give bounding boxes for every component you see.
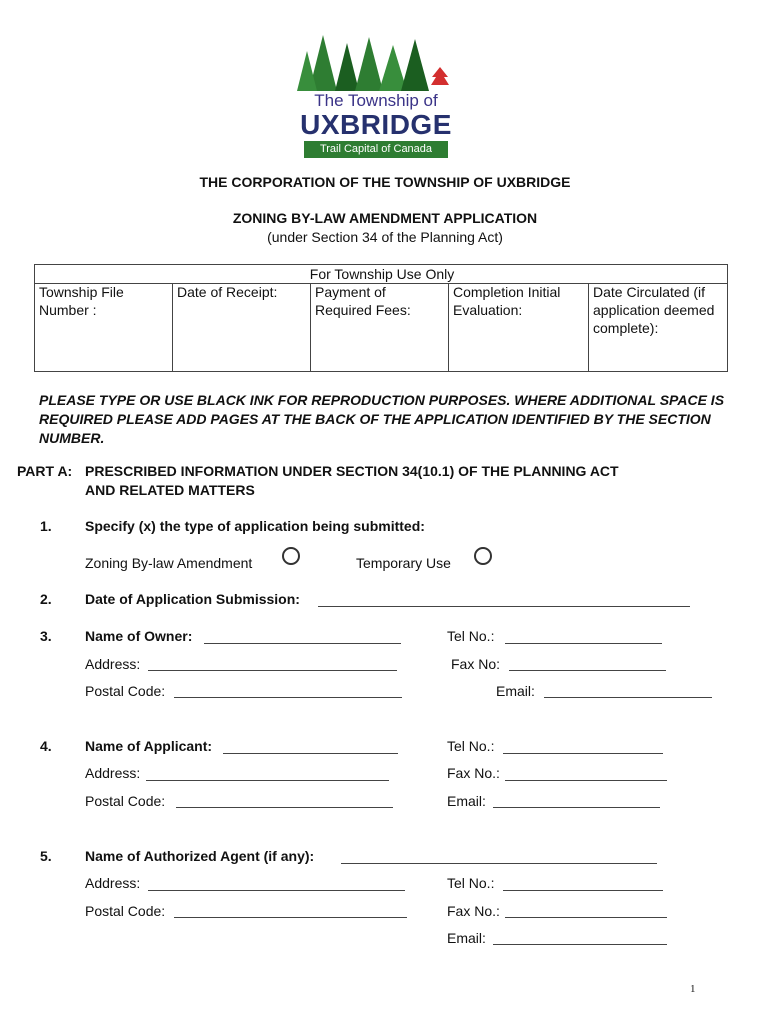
township-use-table xyxy=(34,264,728,372)
part-a-label: PART A: xyxy=(17,463,73,479)
applicant-address-label: Address: xyxy=(85,765,141,781)
col-township-file-number[interactable]: Township File Number : xyxy=(35,283,173,371)
agent-address-field[interactable] xyxy=(148,890,405,891)
agent-name-label: Name of Authorized Agent (if any): xyxy=(85,848,315,864)
owner-tel-field[interactable] xyxy=(505,643,662,644)
q2-number: 2. xyxy=(40,591,52,607)
submission-date-field[interactable] xyxy=(318,606,690,607)
owner-email-field[interactable] xyxy=(544,697,712,698)
col-date-circulated[interactable]: Date Circulated (if application deemed complete): xyxy=(593,284,715,336)
agent-name-field[interactable] xyxy=(341,863,657,864)
zoning-amendment-radio[interactable] xyxy=(282,547,300,565)
agent-postal-label: Postal Code: xyxy=(85,903,166,919)
q4-number: 4. xyxy=(40,738,52,754)
document-subtitle: (under Section 34 of the Planning Act) xyxy=(267,229,503,245)
owner-name-label: Name of Owner: xyxy=(85,628,193,644)
page-number: 1 xyxy=(690,983,696,995)
owner-email-label: Email: xyxy=(496,683,535,699)
col-payment-fees[interactable]: Payment of Required Fees: xyxy=(311,283,449,371)
agent-postal-field[interactable] xyxy=(174,917,407,918)
q5-number: 5. xyxy=(40,848,52,864)
agent-tel-label: Tel No.: xyxy=(447,875,495,891)
applicant-name-label: Name of Applicant: xyxy=(85,738,213,754)
q2-label: Date of Application Submission: xyxy=(85,591,300,607)
owner-tel-label: Tel No.: xyxy=(447,628,495,644)
applicant-fax-field[interactable] xyxy=(505,780,667,781)
agent-address-label: Address: xyxy=(85,875,141,891)
part-a-title-line2: AND RELATED MATTERS xyxy=(85,482,255,498)
agent-fax-label: Fax No.: xyxy=(447,903,500,919)
township-logo xyxy=(295,33,457,161)
applicant-email-field[interactable] xyxy=(493,807,660,808)
agent-tel-field[interactable] xyxy=(503,890,663,891)
applicant-postal-label: Postal Code: xyxy=(85,793,166,809)
q3-number: 3. xyxy=(40,628,52,644)
applicant-fax-label: Fax No.: xyxy=(447,765,500,781)
q1-label: Specify (x) the type of application being submitted: xyxy=(85,518,425,534)
applicant-email-label: Email: xyxy=(447,793,486,809)
owner-name-field[interactable] xyxy=(204,643,401,644)
applicant-tel-field[interactable] xyxy=(503,753,663,754)
owner-fax-label: Fax No: xyxy=(451,656,501,672)
agent-fax-field[interactable] xyxy=(505,917,667,918)
logo-tagline: Trail Capital of Canada xyxy=(304,141,448,158)
applicant-postal-field[interactable] xyxy=(176,807,393,808)
document-title: ZONING BY-LAW AMENDMENT APPLICATION xyxy=(232,210,538,226)
logo-line-2: UXBRIDGE xyxy=(300,109,452,140)
trees-logo-graphic xyxy=(295,33,457,95)
logo-line-1: The Township of xyxy=(314,91,438,110)
instructions-text: PLEASE TYPE OR USE BLACK INK FOR REPRODUCTION PURPOSES. WHERE ADDITIONAL SPACE IS REQUIRED PLEASE ADD PAGES AT THE BACK OF THE APPLICATION IDENTIFIED BY THE SECTION NUMBER. xyxy=(39,392,725,446)
agent-email-field[interactable] xyxy=(493,944,667,945)
col-date-of-receipt[interactable]: Date of Receipt: xyxy=(173,283,311,371)
owner-postal-field[interactable] xyxy=(174,697,402,698)
applicant-tel-label: Tel No.: xyxy=(447,738,495,754)
owner-address-label: Address: xyxy=(85,656,141,672)
corporation-title: THE CORPORATION OF THE TOWNSHIP OF UXBRIDGE xyxy=(199,174,571,190)
q1-number: 1. xyxy=(40,518,52,534)
option-temporary-label: Temporary Use xyxy=(356,555,451,571)
owner-fax-field[interactable] xyxy=(509,670,666,671)
col-completion-evaluation[interactable]: Completion Initial Evaluation: xyxy=(449,283,589,371)
table-header: For Township Use Only xyxy=(309,266,455,282)
part-a-title-line1: PRESCRIBED INFORMATION UNDER SECTION 34(10.1) OF THE PLANNING ACT xyxy=(85,463,619,479)
owner-postal-label: Postal Code: xyxy=(85,683,166,699)
temporary-use-radio[interactable] xyxy=(474,547,492,565)
applicant-address-field[interactable] xyxy=(146,780,389,781)
owner-address-field[interactable] xyxy=(148,670,397,671)
applicant-name-field[interactable] xyxy=(223,753,398,754)
option-zoning-label: Zoning By-law Amendment xyxy=(85,555,253,571)
agent-email-label: Email: xyxy=(447,930,486,946)
